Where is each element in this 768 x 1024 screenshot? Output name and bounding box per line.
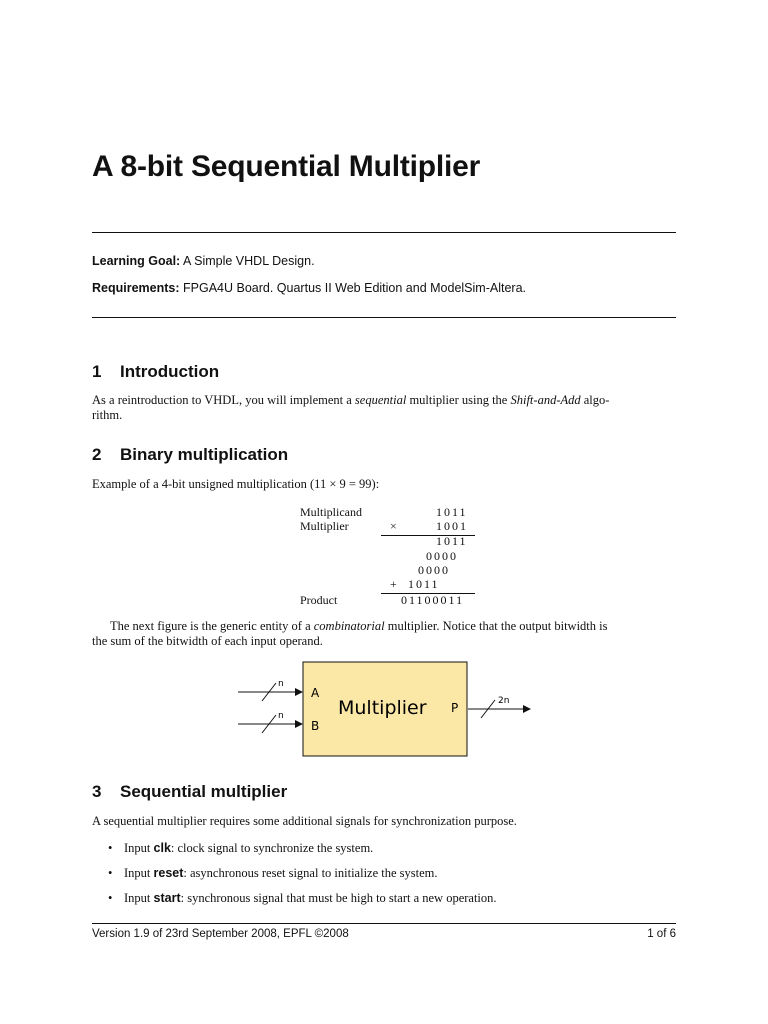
signal-name: reset — [153, 866, 184, 880]
text-run: Input — [124, 866, 154, 880]
port-b-label: B — [311, 719, 320, 733]
requirements-label: Requirements: — [92, 281, 180, 295]
text-run: rithm. — [92, 408, 123, 422]
learning-goal-label: Learning Goal: — [92, 254, 181, 268]
section-title: Sequential multiplier — [120, 782, 288, 801]
signal-list — [106, 841, 497, 916]
learning-goal — [92, 254, 315, 268]
text-run: Input — [124, 891, 154, 905]
multiplier-label: Multiplier — [300, 519, 349, 533]
text-run: Input — [124, 841, 154, 855]
section-number: 1 — [92, 362, 102, 381]
text-run: The next figure is the generic entity of a — [110, 619, 314, 633]
emphasis-combinatorial: combinatorial — [313, 619, 385, 633]
requirements-value: FPGA4U Board. Quartus II Web Edition and ModelSim-Altera. — [183, 281, 526, 295]
section-heading-binary-multiplication — [92, 445, 288, 465]
signal-name: start — [153, 891, 181, 905]
input-a-width: n — [278, 679, 284, 689]
learning-goal-value: A Simple VHDL Design. — [183, 254, 315, 268]
multiplicand-label: Multiplicand — [300, 505, 362, 519]
text-run: multiplier. Notice that the output bitwidth is — [384, 619, 608, 633]
partial-product-2: 0000 — [426, 549, 458, 563]
block-label: Multiplier — [338, 697, 427, 719]
text-run: algo- — [580, 393, 610, 407]
partial-product-1: 1011 — [436, 534, 468, 548]
meta-rule — [92, 317, 676, 318]
introduction-paragraph — [92, 393, 676, 423]
multiplication-table — [300, 505, 480, 610]
output-width: 2n — [498, 696, 510, 706]
section-number: 3 — [92, 782, 102, 801]
bullet-icon: • — [108, 866, 113, 880]
list-item — [106, 866, 497, 891]
input-b-width: n — [278, 711, 284, 721]
footer-rule — [92, 923, 676, 924]
times-sign: × — [390, 519, 399, 533]
example-text: Example of a 4-bit unsigned multiplication (11 × 9 = 99): — [92, 477, 380, 491]
document-title: A 8-bit Sequential Multiplier — [92, 150, 481, 183]
footer-version: Version 1.9 of 23rd September 2008, EPFL ©2008 — [92, 928, 349, 940]
multiplier-value: 1001 — [436, 519, 468, 533]
emphasis-sequential: sequential — [354, 393, 407, 407]
page-number: 1 of 6 — [647, 928, 676, 940]
port-p-label: P — [451, 701, 459, 715]
signal-name: clk — [153, 841, 171, 855]
section-title: Introduction — [120, 362, 220, 381]
partial-product-3: 0000 — [418, 563, 450, 577]
section-number: 2 — [92, 445, 102, 464]
signal-description: : asynchronous reset signal to initialize the system. — [183, 866, 438, 880]
bullet-icon: • — [108, 841, 113, 855]
signal-description: : synchronous signal that must be high to start a new operation. — [180, 891, 497, 905]
signal-description: : clock signal to synchronize the system. — [170, 841, 374, 855]
list-item — [106, 841, 497, 866]
port-a-label: A — [311, 686, 320, 700]
product-label: Product — [300, 593, 338, 607]
section-heading-introduction — [92, 362, 219, 382]
text-run: As a reintroduction to VHDL, you will implement a — [92, 393, 355, 407]
partial-product-4: 1011 — [408, 577, 440, 591]
multiplicand-value: 1011 — [436, 505, 468, 519]
section-heading-sequential-multiplier — [92, 782, 287, 802]
plus-sign: + — [390, 577, 399, 591]
title-rule — [92, 232, 676, 233]
product-value: 01100011 — [401, 593, 465, 607]
sequential-intro: A sequential multiplier requires some additional signals for synchronization purpose. — [92, 814, 517, 828]
emphasis-shift-and-add: Shift-and-Add — [510, 393, 581, 407]
bullet-icon: • — [108, 891, 113, 905]
multiplier-block-diagram — [236, 660, 536, 760]
figure-intro-paragraph — [92, 619, 676, 649]
text-run: the sum of the bitwidth of each input operand. — [92, 634, 323, 648]
text-run: multiplier using the — [406, 393, 511, 407]
list-item — [106, 891, 497, 916]
requirements — [92, 281, 526, 295]
section-title: Binary multiplication — [120, 445, 289, 464]
